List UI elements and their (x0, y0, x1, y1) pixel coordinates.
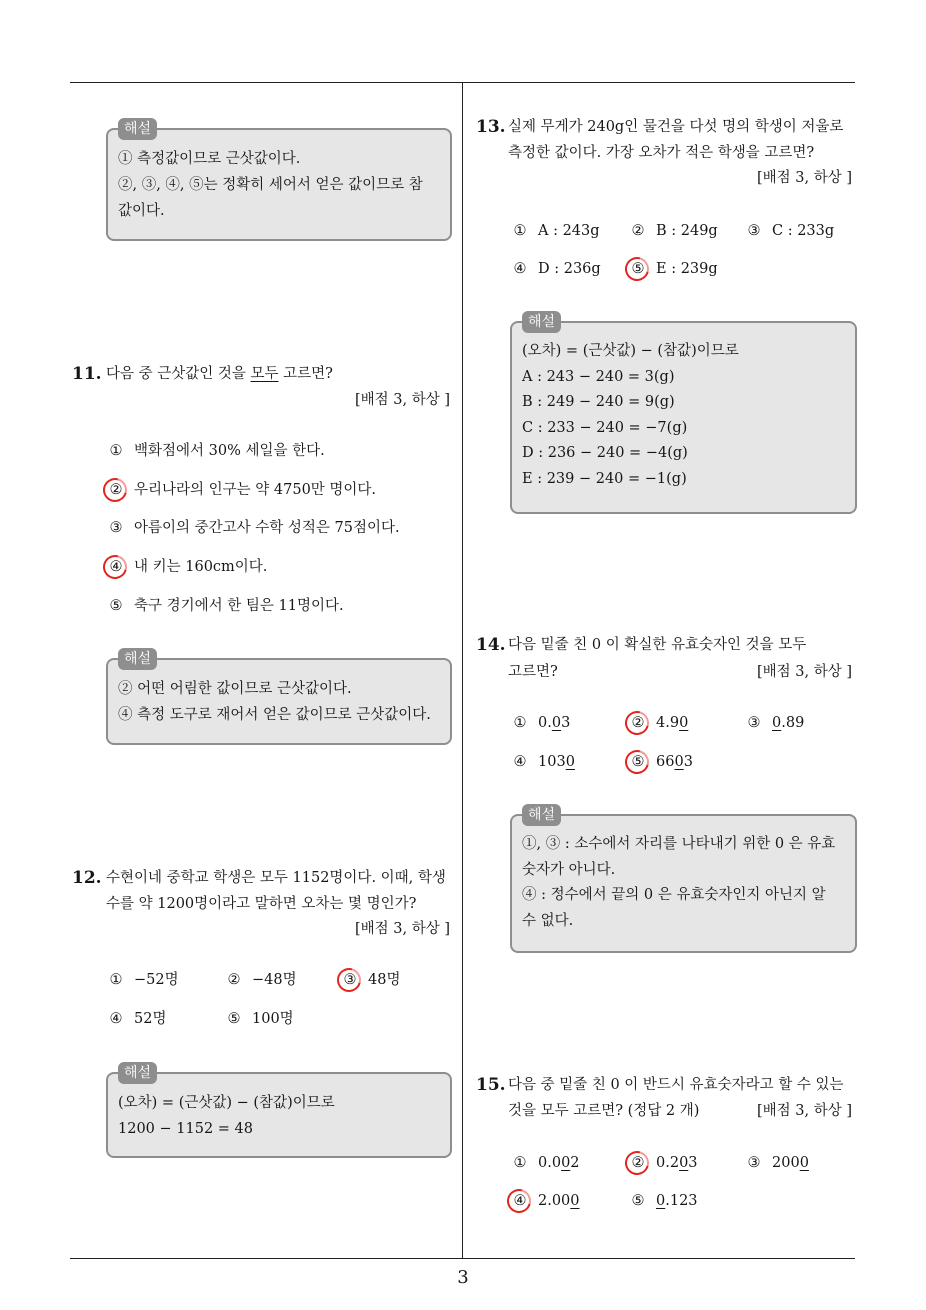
explanation-line: 값이다. (118, 203, 165, 219)
option-text: .123 (665, 1193, 698, 1209)
option-text: 2.00 (538, 1193, 571, 1209)
underlined-zero: 0 (679, 715, 689, 731)
question-emphasis-underlined: 모두 (250, 366, 279, 382)
question-text: 다음 중 근삿값인 것을 (106, 366, 251, 382)
explanation-box-12 (106, 1065, 452, 1158)
problem-13-option-1 (512, 218, 600, 244)
option-text: 100명 (252, 1011, 294, 1027)
option-mark: ① (109, 972, 123, 988)
option-mark: ③ (747, 223, 761, 239)
explanation-line: 숫자가 아니다. (522, 861, 616, 878)
problem-number-12: 12. (72, 868, 102, 888)
underlined-zero: 0 (674, 754, 684, 770)
explanation-line: 1200 − 1152 = 48 (118, 1121, 253, 1137)
option-mark: ② (631, 223, 645, 239)
option-mark: ② (108, 477, 124, 503)
option-text: C : 233g (772, 223, 835, 239)
explanation-box-13 (510, 314, 857, 514)
option-mark: ④ (513, 754, 527, 770)
problem-15-option-2 (630, 1150, 698, 1176)
explanation-line: ② 어떤 어림한 값이므로 근삿값이다. (118, 681, 352, 697)
option-text: −48명 (252, 972, 297, 988)
underlined-zero: 0 (551, 715, 562, 731)
explanation-line: 수 없다. (522, 912, 574, 929)
column-divider (462, 82, 463, 1258)
option-mark: ⑤ (109, 598, 123, 614)
option-text: 우리나라의 인구는 약 4750만 명이다. (134, 482, 377, 498)
option-mark: ④ (513, 261, 527, 277)
problem-11-option-2 (108, 477, 376, 503)
option-mark: ④ (512, 1188, 528, 1214)
problem-14-score: [배점 3, 하상 ] (756, 664, 852, 680)
answer-circle-mark (503, 1185, 536, 1218)
explanation-tag: 해설 (118, 118, 157, 140)
option-mark: ③ (747, 1155, 761, 1171)
explanation-line: (오차) = (근삿값) − (참값)이므로 (522, 343, 739, 359)
problem-11-option-1 (108, 438, 325, 464)
question-line: 측정한 값이다. 가장 오차가 적은 학생을 고르면? (508, 145, 815, 161)
explanation-line: E : 239 − 240 = −1(g) (522, 470, 687, 487)
problem-14-option-2 (630, 710, 688, 736)
bottom-rule (70, 1258, 855, 1259)
explanation-box-10 (106, 121, 452, 241)
option-text: 3 (688, 1155, 698, 1171)
answer-circle-mark (333, 964, 366, 997)
option-text: 66 (656, 754, 675, 770)
option-text: 48명 (368, 972, 401, 988)
option-text: 내 키는 160cm이다. (134, 559, 268, 575)
problem-14-option-3 (746, 710, 804, 736)
underlined-zero: 0 (570, 1193, 580, 1209)
option-text: A : 243g (538, 223, 600, 239)
option-text: 200 (772, 1155, 800, 1171)
problem-11-question (106, 361, 333, 387)
explanation-tag: 해설 (118, 648, 157, 670)
problem-12-option-3 (342, 967, 400, 993)
underlined-zero: 0 (656, 1193, 666, 1209)
problem-14-option-1 (512, 710, 570, 736)
option-mark: ⑤ (227, 1011, 241, 1027)
option-text: 축구 경기에서 한 팀은 11명이다. (134, 598, 344, 614)
answer-circle-mark (621, 1147, 654, 1180)
option-mark: ① (109, 443, 123, 459)
problem-14-option-5 (630, 749, 693, 775)
question-line: 실제 무게가 240g인 물건을 다섯 명의 학생이 저울로 (508, 119, 844, 135)
option-text: 0.2 (656, 1155, 680, 1171)
explanation-line: D : 236 − 240 = −4(g) (522, 445, 688, 461)
problem-13-option-2 (630, 218, 718, 244)
option-mark: ② (630, 1150, 646, 1176)
option-mark: ④ (109, 1011, 123, 1027)
question-line: 고르면? (508, 664, 558, 680)
option-mark: ③ (109, 520, 123, 536)
underlined-zero: 0 (565, 754, 575, 770)
explanation-line: (오차) = (근삿값) − (참값)이므로 (118, 1095, 335, 1111)
problem-11-option-3 (108, 515, 400, 541)
option-mark: ② (227, 972, 241, 988)
question-line: 다음 중 밑줄 친 0 이 반드시 유효숫자라고 할 수 있는 (508, 1077, 844, 1093)
problem-11-score: [배점 3, 하상 ] (354, 392, 450, 408)
option-mark: ② (630, 710, 646, 736)
option-text: E : 239g (656, 261, 718, 277)
option-mark: ⑤ (631, 1193, 645, 1209)
problem-12-option-4 (108, 1006, 166, 1032)
option-text: 103 (538, 754, 566, 770)
problem-12-option-2 (226, 967, 297, 993)
option-text: 4.9 (656, 715, 680, 731)
option-text: D : 236g (538, 261, 601, 277)
problem-12-score: [배점 3, 하상 ] (354, 921, 450, 937)
problem-number-11: 11. (72, 364, 102, 384)
problem-12-option-1 (108, 967, 179, 993)
option-mark: ③ (342, 967, 358, 993)
option-mark: ③ (747, 715, 761, 731)
option-text: 2 (570, 1155, 580, 1171)
answer-circle-mark (621, 746, 654, 779)
problem-11-option-4 (108, 554, 267, 580)
explanation-line: A : 243 − 240 = 3(g) (522, 368, 675, 385)
problem-number-13: 13. (476, 117, 506, 137)
underlined-zero: 0 (772, 715, 782, 731)
option-mark: ① (513, 1155, 527, 1171)
option-text: B : 249g (656, 223, 718, 239)
problem-13-option-5 (630, 256, 718, 282)
problem-15-option-4 (512, 1188, 580, 1214)
option-text: 아름이의 중간고사 수학 성적은 75점이다. (134, 520, 400, 536)
question-line: 수를 약 1200명이라고 말하면 오차는 몇 명인가? (106, 896, 417, 912)
explanation-line: ① 측정값이므로 근삿값이다. (118, 151, 301, 167)
explanation-box-14 (510, 807, 857, 953)
option-mark: ⑤ (630, 256, 646, 282)
page-number: 3 (457, 1267, 469, 1288)
option-text: 백화점에서 30% 세일을 한다. (134, 443, 325, 459)
problem-15-score: [배점 3, 하상 ] (756, 1103, 852, 1119)
answer-circle-mark (621, 253, 654, 286)
option-text: .89 (781, 715, 805, 731)
question-line: 다음 밑줄 친 0 이 확실한 유효숫자인 것을 모두 (508, 637, 807, 653)
option-text: 3 (683, 754, 693, 770)
option-text: 3 (561, 715, 571, 731)
problem-15-option-5 (630, 1188, 698, 1214)
answer-circle-mark (99, 474, 132, 507)
explanation-tag: 해설 (522, 804, 561, 826)
option-text: 52명 (134, 1011, 167, 1027)
problem-number-14: 14. (476, 635, 506, 655)
problem-13-option-4 (512, 256, 601, 282)
question-line: 것을 모두 고르면? (정답 2 개) (508, 1103, 700, 1119)
explanation-line: ②, ③, ④, ⑤는 정확히 세어서 얻은 값이므로 참 (118, 177, 423, 193)
explanation-tag: 해설 (118, 1062, 157, 1084)
option-mark: ④ (108, 554, 124, 580)
answer-circle-mark (99, 551, 132, 584)
answer-circle-mark (621, 707, 654, 740)
problem-13-option-3 (746, 218, 834, 244)
question-line: 수현이네 중학교 학생은 모두 1152명이다. 이때, 학생 (106, 870, 446, 886)
problem-13-score: [배점 3, 하상 ] (756, 170, 852, 186)
problem-15-option-3 (746, 1150, 809, 1176)
explanation-line: ①, ③ : 소수에서 자리를 나타내기 위한 0 은 유효 (522, 836, 836, 852)
option-text: 0. (538, 715, 552, 731)
explanation-line: ④ 측정 도구로 재어서 얻은 값이므로 근삿값이다. (118, 707, 431, 723)
problem-14-option-4 (512, 749, 575, 775)
explanation-line: C : 233 − 240 = −7(g) (522, 419, 688, 436)
option-mark: ① (513, 223, 527, 239)
underlined-zero: 0 (679, 1155, 689, 1171)
question-text: 고르면? (278, 366, 333, 382)
explanation-box-11 (106, 651, 452, 745)
problem-15-option-1 (512, 1150, 580, 1176)
problem-12-option-5 (226, 1006, 294, 1032)
option-text: −52명 (134, 972, 179, 988)
option-text: 0.0 (538, 1155, 562, 1171)
underlined-zero: 0 (561, 1155, 571, 1171)
underlined-zero: 0 (799, 1155, 809, 1171)
explanation-line: B : 249 − 240 = 9(g) (522, 394, 675, 410)
option-mark: ⑤ (630, 749, 646, 775)
problem-11-option-5 (108, 593, 344, 619)
option-mark: ① (513, 715, 527, 731)
explanation-line: ④ : 정수에서 끝의 0 은 유효숫자인지 아닌지 알 (522, 887, 826, 903)
problem-number-15: 15. (476, 1075, 506, 1095)
explanation-tag: 해설 (522, 311, 561, 333)
